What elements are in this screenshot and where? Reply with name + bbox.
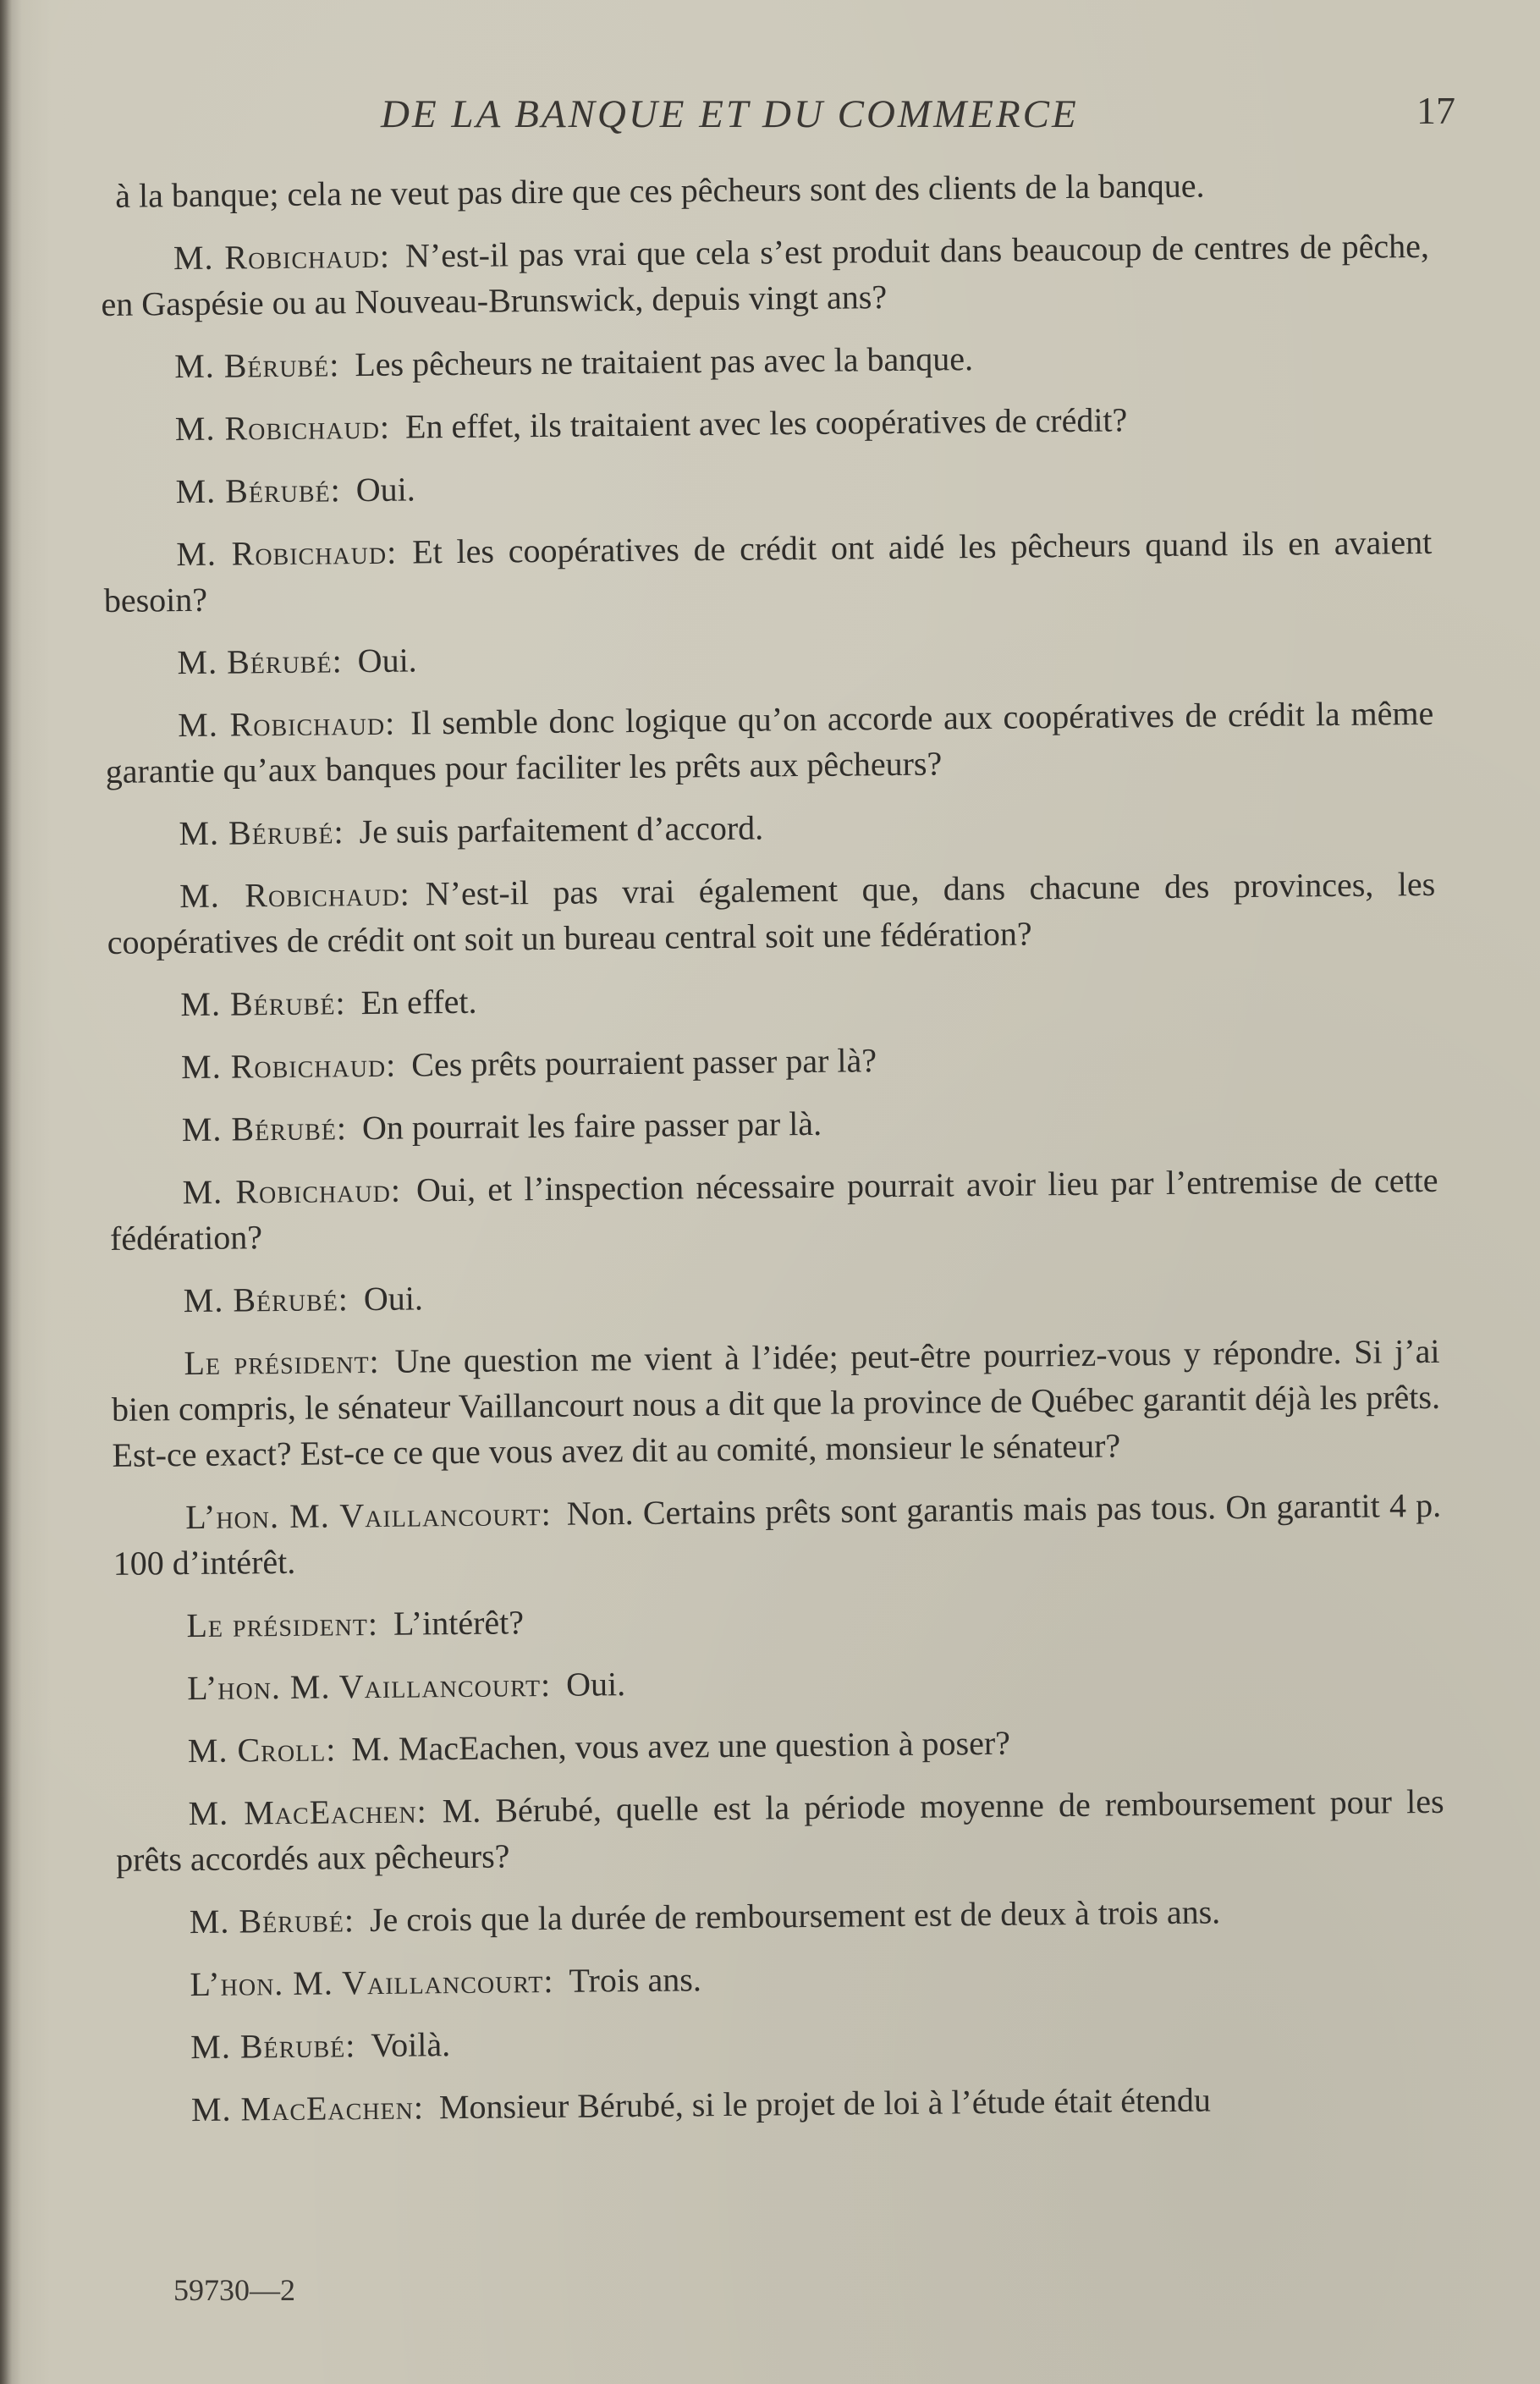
paragraph-text: Oui.	[363, 1279, 424, 1319]
speaker-label: M. Robichaud:	[182, 1170, 402, 1212]
speaker-label: M. Bérubé:	[173, 345, 340, 386]
paragraph-text: On pourrait les faire passer par là.	[361, 1104, 822, 1148]
paragraph-text: N’est-il pas vrai que cela s’est produit dans beaucoup de centres de pêche, en Gaspésie ou au Nouveau-Brunswick, depuis vingt ans?	[101, 226, 1430, 323]
paragraph	[115, 1716, 1444, 1775]
speaker-label: M. Bérubé:	[189, 1901, 355, 1941]
speaker-label: M. MacEachen:	[188, 1792, 427, 1833]
paragraph	[114, 1654, 1443, 1712]
speaker-label: M. Bérubé:	[179, 812, 344, 853]
paragraph	[109, 1095, 1438, 1153]
paragraph	[115, 1779, 1444, 1883]
paragraph-text: Une question me vient à l’idée; peut-être pourriez-vous y répondre. Si j’ai bien compris, le sénateur Vaillancourt nous a dit que la province de Québec garantit déjà les prêts. Est-ce exact? Est-ce ce que vous avez dit au comité, monsieur le sénateur?	[111, 1331, 1441, 1474]
paragraph-text: N’est-il pas vrai également que, dans chacune des provinces, les coopératives de crédit ont soit un bureau central soit une fédération?	[107, 864, 1436, 961]
paragraph-text: Oui, et l’inspection nécessaire pourrait avoir lieu par l’entremise de cette fédération?	[109, 1160, 1438, 1258]
paragraph	[118, 2012, 1446, 2071]
speaker-label: M. Robichaud:	[180, 1045, 397, 1087]
speaker-label: M. Bérubé:	[181, 1109, 348, 1149]
transcript-body	[100, 161, 1447, 2150]
speaker-label: L’hon. M. Vaillancourt:	[185, 1494, 552, 1537]
paragraph-text: Les pêcheurs ne traitaient pas avec la banque.	[355, 339, 974, 384]
paragraph	[102, 394, 1431, 453]
paragraph-text: M. Bérubé, quelle est la période moyenne de remboursement pour les prêts accordés aux pêcheurs?	[115, 1781, 1444, 1879]
speaker-label: L’hon. M. Vaillancourt:	[190, 1961, 554, 2004]
speaker-label: M. Bérubé:	[183, 1280, 349, 1320]
paragraph-text: En effet, ils traitaient avec les coopératives de crédit?	[404, 400, 1128, 446]
paragraph	[111, 1329, 1440, 1478]
paragraph	[101, 223, 1430, 328]
paragraph-text: à la banque; cela ne veut pas dire que ces pêcheurs sont des clients de la banque.	[115, 166, 1205, 215]
paragraph-text: Oui.	[357, 641, 417, 680]
paragraph-text: Voilà.	[371, 2025, 451, 2065]
paragraph-text: Je suis parfaitement d’accord.	[359, 808, 764, 851]
speaker-label: M. Bérubé:	[180, 983, 346, 1024]
paragraph	[103, 520, 1433, 624]
paragraph-text: Je crois que la durée de remboursement est de deux à trois ans.	[369, 1892, 1221, 1940]
paragraph	[107, 970, 1436, 1028]
speaker-label: M. Robichaud:	[173, 236, 391, 278]
speaker-label: M. MacEachen:	[190, 2088, 425, 2129]
speaker-label: Le président:	[184, 1341, 380, 1383]
paragraph-text: Non. Certains prêts sont garantis mais pas tous. On garantit 4 p. 100 d’intérêt.	[113, 1485, 1442, 1583]
paragraph-text: Ces prêts pourraient passer par là?	[411, 1041, 877, 1084]
running-title: DE LA BANQUE ET DU COMMERCE	[381, 92, 1079, 136]
speaker-label: M. Robichaud:	[179, 874, 410, 916]
paragraph	[113, 1591, 1442, 1649]
paragraph-text: L’intérêt?	[393, 1603, 525, 1643]
paragraph	[118, 2075, 1447, 2133]
paragraph	[102, 332, 1430, 390]
paragraph-text: Trois ans.	[569, 1960, 702, 2000]
speaker-label: M. Bérubé:	[175, 471, 341, 511]
speaker-label: Le président:	[186, 1604, 379, 1645]
paragraph-text: Oui.	[565, 1665, 626, 1704]
paragraph-text: Et les coopératives de crédit ont aidé les pêcheurs quand ils en avaient besoin?	[103, 522, 1433, 619]
paragraph	[102, 457, 1431, 515]
paragraph	[108, 1032, 1437, 1091]
paragraph-text: Il semble donc logique qu’on accorde aux coopératives de crédit la même garantie qu’aux banques pour faciliter les prêts aux pêcheurs?	[105, 693, 1434, 790]
paragraph	[117, 1887, 1445, 1946]
paragraph	[100, 161, 1428, 219]
binding-shadow	[0, 0, 12, 2384]
paragraph	[104, 628, 1433, 686]
page-number: 17	[1416, 89, 1455, 132]
paragraph-text: Oui.	[355, 470, 415, 509]
speaker-label: M. Croll:	[187, 1730, 337, 1770]
speaker-label: M. Bérubé:	[177, 641, 343, 682]
paragraph	[106, 799, 1434, 857]
paragraph-text: En effet.	[360, 982, 477, 1022]
speaker-label: M. Robichaud:	[176, 532, 398, 574]
paragraph-text: M. MacEachen, vous avez une question à poser?	[351, 1723, 1011, 1769]
paragraph	[113, 1483, 1442, 1587]
paragraph	[111, 1266, 1439, 1324]
paragraph	[107, 862, 1436, 966]
paragraph	[105, 691, 1434, 795]
paragraph-text: Monsieur Bérubé, si le projet de loi à l’étude était étendu	[438, 2080, 1212, 2127]
speaker-label: M. Robichaud:	[178, 703, 396, 745]
running-head	[102, 91, 1455, 142]
speaker-label: L’hon. M. Vaillancourt:	[186, 1665, 552, 1708]
speaker-label: M. Bérubé:	[190, 2026, 356, 2067]
paragraph	[117, 1950, 1445, 2008]
paragraph	[109, 1158, 1438, 1262]
printer-signature-code: 59730—2	[173, 2273, 295, 2307]
speaker-label: M. Robichaud:	[174, 407, 391, 449]
